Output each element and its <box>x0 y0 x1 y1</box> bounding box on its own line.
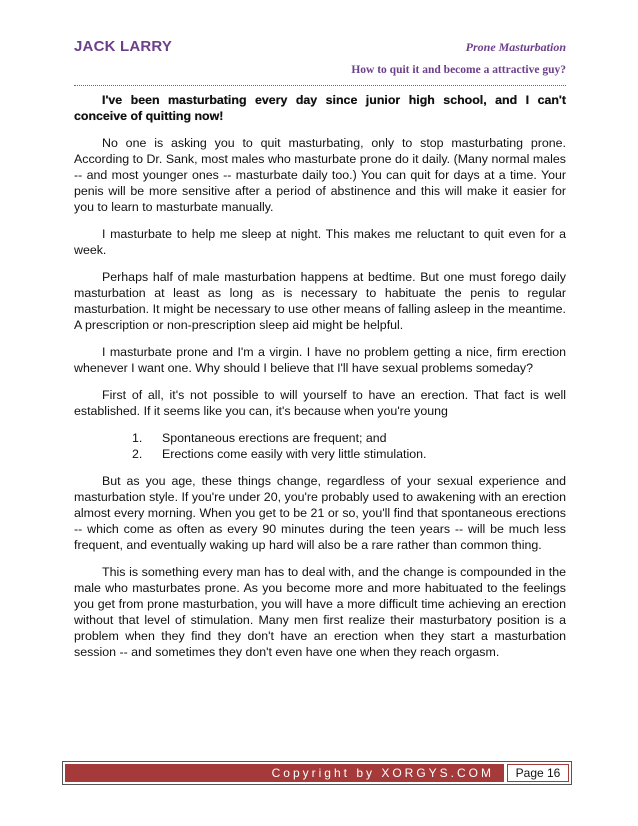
list-item <box>74 446 566 462</box>
answer-3-final: This is something every man has to deal with, and the change is compounded in the male who masturbates prone. As you become more and more habituated to the feelings you get from prone masturbation, you will have a more difficult time achieving an erection without that level of stimulation. Many men first realize their masturbatory position is a problem when they find they don't have an erection when they start a masturbation session -- and sometimes they don't even have one when they reach orgasm. <box>74 565 566 659</box>
question-3: I masturbate prone and I'm a virgin. I have no problem getting a nice, firm erection whenever I want one. Why should I believe that I'll have sexual problems someday? <box>74 345 566 375</box>
question-2: I masturbate to help me sleep at night. This makes me reluctant to quit even for a week. <box>74 227 566 257</box>
answer-2: Perhaps half of male masturbation happens at bedtime. But one must forego daily masturbation at least as long as is necessary to habituate the penis to regular masturbation. It might be necessary to use other means of falling asleep in the meantime. A prescription or non-prescription sleep aid might be helpful. <box>74 270 566 332</box>
header-divider <box>74 85 566 86</box>
question-1: I've been masturbating every day since junior high school, and I can't conceive of quitting now! <box>74 93 566 123</box>
book-subtitle: How to quit it and become a attractive guy? <box>351 64 566 76</box>
page-body <box>74 92 566 671</box>
list-item <box>74 430 566 446</box>
page-number: Page 16 <box>507 764 569 782</box>
list-number: 2. <box>132 447 143 461</box>
author-name: JACK LARRY <box>74 38 173 55</box>
answer-3-continued: But as you age, these things change, regardless of your sexual experience and masturbation style. If you're under 20, you're probably used to awakening with an erection almost every morning. When you get to be 21 or so, you'll find that spontaneous erections -- which come as often as every 90 minutes during the teen years -- will be much less frequent, and eventually waking up hard will also be a rare rather than common thing. <box>74 474 566 552</box>
copyright-text: Copyright by XORGYS.COM <box>271 766 494 780</box>
list-text: Spontaneous erections are frequent; and <box>162 431 387 445</box>
copyright-band <box>65 764 504 782</box>
answer-3-intro: First of all, it's not possible to will yourself to have an erection. That fact is well established. If it seems like you can, it's because when you're young <box>74 388 566 418</box>
reasons-list <box>74 430 566 462</box>
page-footer <box>62 761 572 785</box>
book-title: Prone Masturbation <box>465 40 566 54</box>
list-number: 1. <box>132 431 143 445</box>
answer-1: No one is asking you to quit masturbating, only to stop masturbating prone. According to Dr. Sank, most males who masturbate prone do it daily. (Many normal males -- and most younger ones -- masturbate daily too.) You can quit for days at a time. Your penis will be more sensitive after a period of abstinence and this will make it easier for you to learn to masturbate manually. <box>74 136 566 214</box>
list-text: Erections come easily with very little stimulation. <box>162 447 427 461</box>
